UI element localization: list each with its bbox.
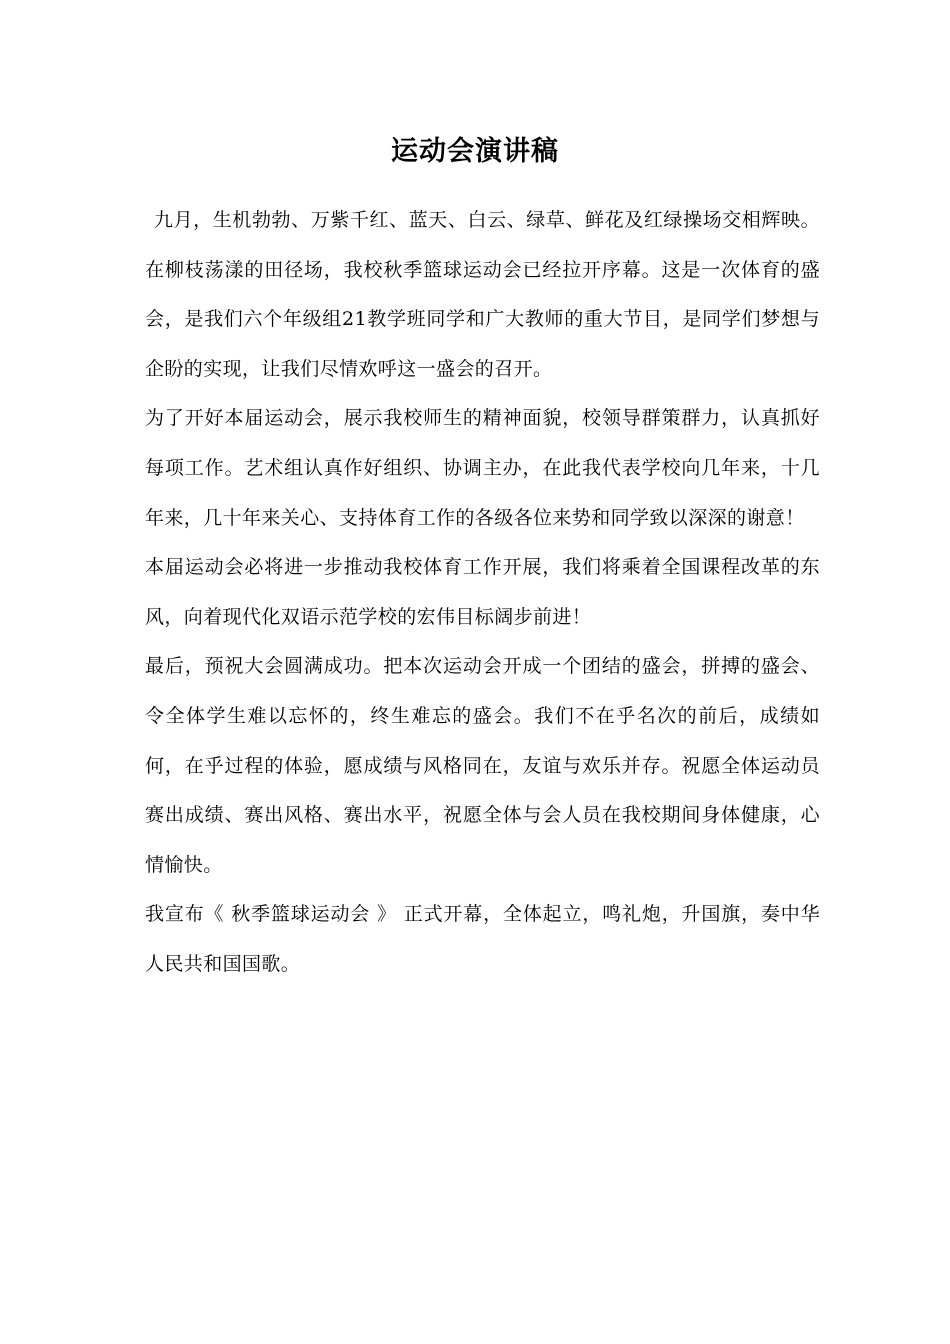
paragraph-preparation: 为了开好本届运动会，展示我校师生的精神面貌，校领导群策群力，认真抓好每项工作。艺术组认真作好组织、协调主办，在此我代表学校向几年来，十几年来，几十年来关心、支持体育工作的各级各位来势和同学致以深深的谢意！ xyxy=(145,407,820,529)
document-body xyxy=(145,196,820,990)
paragraph-opening: 九月，生机勃勃、万紫千红、蓝天、白云、绿草、鲜花及红绿操场交相辉映。在柳枝荡漾的田径场，我校秋季篮球运动会已经拉开序幕。这是一次体育的盛会，是我们六个年级组21教学班同学和广大教师的重大节目，是同学们梦想与企盼的实现，让我们尽情欢呼这一盛会的召开。 xyxy=(145,209,820,380)
paragraph-goal: 本届运动会必将进一步推动我校体育工作开展，我们将乘着全国课程改革的东风，向着现代化双语示范学校的宏伟目标阔步前进！ xyxy=(145,556,820,628)
document-title: 运动会演讲稿 xyxy=(391,136,559,167)
paragraph-wishes: 最后，预祝大会圆满成功。把本次运动会开成一个团结的盛会，拼搏的盛会、令全体学生难以忘怀的，终生难忘的盛会。我们不在乎名次的前后，成绩如何，在乎过程的体验，愿成绩与风格同在，友谊与欢乐并存。祝愿全体运动员赛出成绩、赛出风格、赛出水平，祝愿全体与会人员在我校期间身体健康，心情愉快。 xyxy=(145,655,820,876)
paragraph-declaration: 我宣布《 秋季篮球运动会 》 正式开幕，全体起立，鸣礼炮，升国旗，奏中华人民共和国国歌。 xyxy=(145,903,820,975)
